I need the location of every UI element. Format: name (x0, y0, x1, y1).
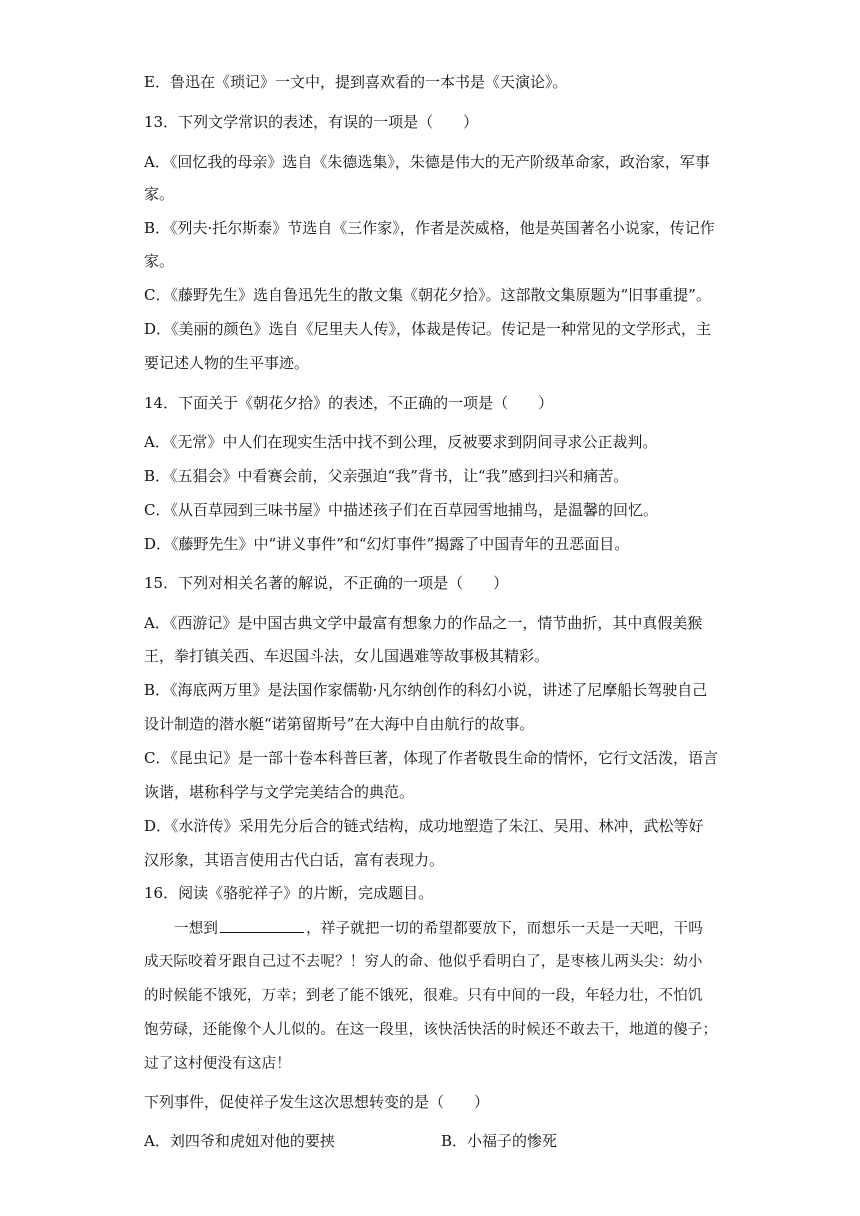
question-15-stem: 15．下列对相关名著的解说，不正确的一项是（ ） (144, 574, 509, 592)
question-13-option-d: D．《美丽的颜色》选自《尼里夫人传》，体裁是传记。传记是一种常见的文学形式，主 (144, 320, 712, 338)
question-15-option-a: A．《西游记》是中国古典文学中最富有想象力的作品之一，情节曲折，其中真假美猴 (144, 614, 703, 632)
question-16-option-b: B．小福子的惨死 (441, 1132, 558, 1150)
question-13-option-d-cont: 要记述人物的生平事迹。 (144, 354, 310, 372)
question-14-option-d: D．《藤野先生》中“讲义事件”和“幻灯事件”揭露了中国青年的丑恶面目。 (144, 535, 630, 553)
passage-line-1-start: 一想到 (174, 921, 219, 937)
question-13-option-a: A．《回忆我的母亲》选自《朱德选集》，朱德是伟大的无产阶级革命家，政治家，军事 (144, 153, 710, 171)
passage-line-2: 成天际咬着牙跟自己过不去呢？！穷人的命、他似乎看明白了，是枣核儿两头尖：幼小 (144, 954, 703, 970)
question-13-option-c: C．《藤野先生》选自鲁迅先生的散文集《朝花夕拾》。这部散文集原题为“旧事重提”。 (144, 286, 711, 304)
question-13-option-b: B．《列夫·托尔斯泰》节选自《三作家》，作者是茨威格，他是英国著名小说家，传记作 (144, 219, 715, 237)
passage-line-1 (174, 918, 703, 939)
passage-line-3: 的时候能不饿死，万幸；到老了能不饿死，很难。只有中间的一段，年轻力壮，不怕饥 (144, 988, 703, 1004)
question-13-option-b-cont: 家。 (144, 252, 175, 270)
question-14-option-b: B．《五猖会》中看赛会前，父亲强迫“我”背书，让“我”感到扫兴和痛苦。 (144, 467, 629, 485)
fill-in-blank (220, 918, 304, 933)
question-12-option-e: E．鲁迅在《琐记》一文中，提到喜欢看的一本书是《天演论》。 (144, 73, 568, 91)
passage-line-5: 过了这村便没有这店！ (144, 1056, 291, 1072)
question-15-option-d: D．《水浒传》采用先分后合的链式结构，成功地塑造了朱江、吴用、林冲，武松等好 (144, 817, 704, 835)
passage-line-1-end: ，祥子就把一切的希望都要放下，而想乐一天是一天吧，干吗 (306, 921, 704, 937)
question-15-option-b-cont: 设计制造的潜水艇“诺第留斯号”在大海中自由航行的故事。 (144, 715, 535, 733)
question-13-option-a-cont: 家。 (144, 185, 175, 203)
question-15-option-a-cont: 王，拳打镇关西、车迟国斗法，女儿国遇难等故事极其精彩。 (144, 647, 550, 665)
passage-line-4: 饱劳碌，还能像个人儿似的。在这一段里，该快活快活的时候还不敢去干，地道的傻子； (144, 1022, 718, 1038)
question-16-stem: 16．阅读《骆驼祥子》的片断，完成题目。 (144, 884, 434, 902)
question-15-option-b: B．《海底两万里》是法国作家儒勒·凡尔纳创作的科幻小说，讲述了尼摩船长驾驶自己 (144, 681, 708, 699)
question-15-option-c: C．《昆虫记》是一部十卷本科普巨著，体现了作者敬畏生命的情怀，它行文活泼，语言 (144, 749, 718, 767)
question-16-option-a: A．刘四爷和虎妞对他的要挟 (144, 1132, 335, 1150)
question-14-option-c: C．《从百草园到三味书屋》中描述孩子们在百草园雪地捕鸟，是温馨的回忆。 (144, 501, 658, 519)
question-14-stem: 14．下面关于《朝花夕拾》的表述，不正确的一项是（ ） (144, 394, 554, 412)
question-16-sub-stem: 下列事件，促使祥子发生这次思想转变的是（ ） (144, 1093, 490, 1111)
question-14-option-a: A．《无常》中人们在现实生活中找不到公理，反被要求到阴间寻求公正裁判。 (144, 433, 658, 451)
question-15-option-d-cont: 汉形象，其语言使用古代白话，富有表现力。 (144, 851, 445, 869)
question-13-stem: 13．下列文学常识的表述，有误的一项是（ ） (144, 113, 479, 131)
question-15-option-c-cont: 诙谐，堪称科学与文学完美结合的典范。 (144, 783, 415, 801)
